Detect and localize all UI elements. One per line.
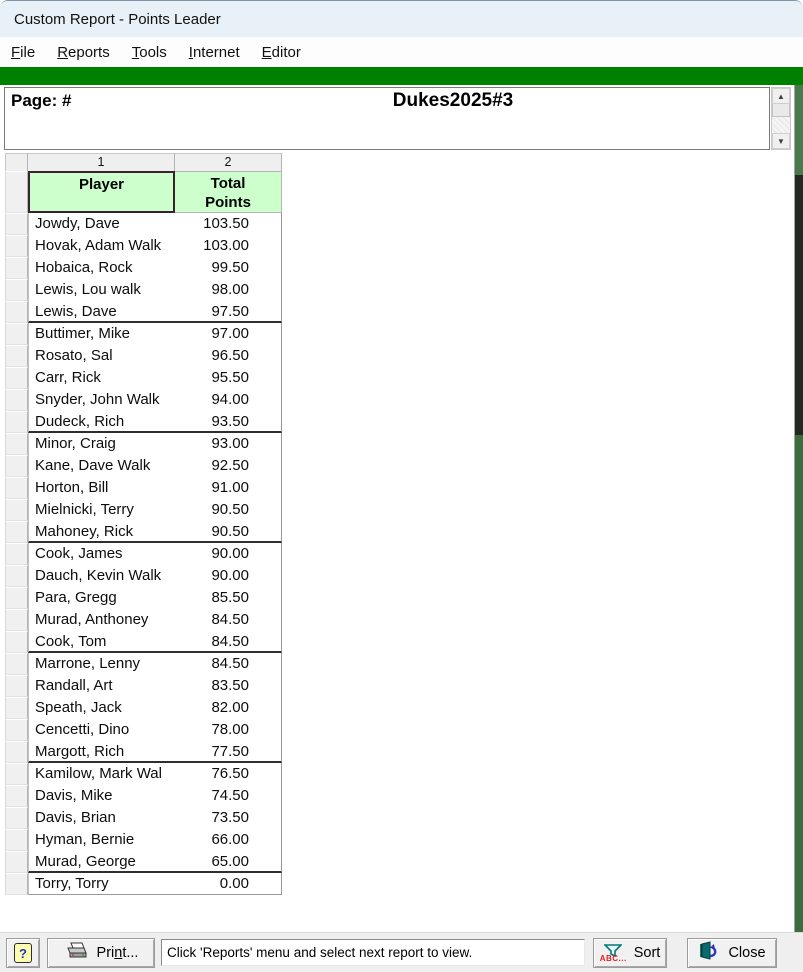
points-cell[interactable]: 90.00 — [175, 543, 282, 565]
player-cell[interactable]: Kamilow, Mark Wal — [28, 763, 175, 785]
table-row — [5, 609, 283, 631]
table-row — [5, 301, 283, 323]
player-cell[interactable]: Buttimer, Mike — [28, 323, 175, 345]
grid-rows — [5, 213, 283, 895]
player-cell[interactable]: Murad, George — [28, 851, 175, 873]
player-cell[interactable]: Lewis, Lou walk — [28, 279, 175, 301]
menu-item-file[interactable]: File — [11, 43, 36, 61]
sort-button[interactable] — [593, 938, 667, 968]
scroll-up-icon[interactable]: ▲ — [772, 88, 790, 104]
player-column-header[interactable]: Player — [28, 171, 175, 213]
row-header[interactable] — [5, 587, 28, 609]
row-header[interactable] — [5, 873, 28, 895]
scroll-down-icon[interactable]: ▼ — [772, 133, 790, 149]
sort-abc-text: ABC... — [599, 953, 627, 963]
table-row — [5, 455, 283, 477]
table-row — [5, 323, 283, 345]
sort-button-label: Sort — [633, 945, 661, 961]
table-row — [5, 587, 283, 609]
player-cell[interactable]: Margott, Rich — [28, 741, 175, 763]
row-header[interactable] — [5, 433, 28, 455]
player-cell[interactable]: Mielnicki, Terry — [28, 499, 175, 521]
points-column-header[interactable] — [175, 171, 282, 213]
table-row — [5, 697, 283, 719]
table-row — [5, 829, 283, 851]
table-row — [5, 235, 283, 257]
player-cell[interactable]: Cook, James — [28, 543, 175, 565]
menu-item-internet[interactable]: Internet — [188, 43, 240, 61]
row-header[interactable] — [5, 851, 28, 873]
close-button[interactable] — [687, 938, 777, 968]
player-cell[interactable]: Snyder, John Walk — [28, 389, 175, 411]
points-cell[interactable]: 99.50 — [175, 257, 282, 279]
row-header[interactable] — [5, 785, 28, 807]
player-cell[interactable]: Davis, Mike — [28, 785, 175, 807]
menu-item-editor[interactable]: Editor — [261, 43, 301, 61]
points-cell[interactable]: 97.50 — [175, 301, 282, 323]
points-cell[interactable]: 103.50 — [175, 213, 282, 235]
print-button[interactable] — [47, 938, 155, 968]
points-cell[interactable]: 93.00 — [175, 433, 282, 455]
row-header[interactable] — [5, 829, 28, 851]
points-cell[interactable]: 74.50 — [175, 785, 282, 807]
points-header-line1: Total — [210, 175, 246, 192]
right-edge-strip — [794, 85, 803, 933]
report-area — [0, 85, 803, 933]
points-header-line2: Points — [205, 194, 251, 211]
row-header[interactable] — [5, 609, 28, 631]
row-header[interactable] — [5, 719, 28, 741]
points-cell[interactable]: 82.00 — [175, 697, 282, 719]
points-cell[interactable]: 76.50 — [175, 763, 282, 785]
row-header[interactable] — [5, 763, 28, 785]
player-cell[interactable]: Randall, Art — [28, 675, 175, 697]
table-row — [5, 741, 283, 763]
help-icon: ? — [14, 943, 32, 963]
title-bar[interactable] — [0, 1, 803, 37]
points-cell[interactable]: 66.00 — [175, 829, 282, 851]
table-row — [5, 785, 283, 807]
player-cell[interactable]: Carr, Rick — [28, 367, 175, 389]
row-header[interactable] — [5, 301, 28, 323]
print-button-label: Print... — [96, 945, 139, 961]
points-cell[interactable]: 98.00 — [175, 279, 282, 301]
menu-item-reports[interactable]: Reports — [57, 43, 110, 61]
row-header[interactable] — [5, 235, 28, 257]
scrollbar-track[interactable] — [772, 117, 790, 133]
points-cell[interactable]: 84.50 — [175, 631, 282, 653]
table-row — [5, 631, 283, 653]
status-message-box — [161, 939, 585, 966]
player-cell[interactable]: Dudeck, Rich — [28, 411, 175, 433]
row-header[interactable] — [5, 565, 28, 587]
points-cell[interactable]: 84.50 — [175, 653, 282, 675]
player-cell[interactable]: Para, Gregg — [28, 587, 175, 609]
row-header[interactable] — [5, 521, 28, 543]
table-row — [5, 807, 283, 829]
table-row — [5, 675, 283, 697]
column-number-row — [5, 153, 283, 171]
report-title: Dukes2025#3 — [392, 90, 514, 111]
points-cell[interactable]: 78.00 — [175, 719, 282, 741]
row-header[interactable] — [5, 367, 28, 389]
window-title: Custom Report - Points Leader — [14, 10, 221, 28]
points-cell[interactable]: 95.50 — [175, 367, 282, 389]
row-header[interactable] — [5, 653, 28, 675]
row-header[interactable] — [5, 807, 28, 829]
table-row — [5, 719, 283, 741]
exit-door-icon — [698, 941, 720, 965]
player-cell[interactable]: Marrone, Lenny — [28, 653, 175, 675]
player-cell[interactable]: Minor, Craig — [28, 433, 175, 455]
table-row — [5, 477, 283, 499]
player-cell[interactable]: Kane, Dave Walk — [28, 455, 175, 477]
row-header[interactable] — [5, 279, 28, 301]
player-cell[interactable]: Murad, Anthoney — [28, 609, 175, 631]
grid-corner-cell[interactable] — [5, 153, 28, 172]
table-row — [5, 433, 283, 455]
status-message: Click 'Reports' menu and select next report to view. — [167, 945, 473, 960]
table-row — [5, 521, 283, 543]
status-bar — [0, 932, 803, 972]
points-cell[interactable]: 90.50 — [175, 499, 282, 521]
report-header-panel — [4, 87, 770, 150]
green-band — [0, 67, 803, 85]
player-cell[interactable]: Mahoney, Rick — [28, 521, 175, 543]
points-cell[interactable]: 91.00 — [175, 477, 282, 499]
table-row — [5, 345, 283, 367]
page-number-label: Page: # — [11, 91, 72, 110]
row-header[interactable] — [5, 631, 28, 653]
player-cell[interactable]: Horton, Bill — [28, 477, 175, 499]
player-cell[interactable]: Cencetti, Dino — [28, 719, 175, 741]
points-cell[interactable]: 103.00 — [175, 235, 282, 257]
table-row — [5, 565, 283, 587]
player-cell[interactable]: Lewis, Dave — [28, 301, 175, 323]
row-header[interactable] — [5, 741, 28, 763]
close-button-label: Close — [728, 945, 766, 961]
player-cell[interactable]: Hyman, Bernie — [28, 829, 175, 851]
points-cell[interactable]: 83.50 — [175, 675, 282, 697]
row-header[interactable] — [5, 213, 28, 235]
points-cell[interactable]: 73.50 — [175, 807, 282, 829]
points-cell[interactable]: 85.50 — [175, 587, 282, 609]
points-cell[interactable]: 84.50 — [175, 609, 282, 631]
row-header[interactable] — [5, 323, 28, 345]
printer-icon — [64, 942, 88, 965]
table-row — [5, 411, 283, 433]
table-row — [5, 851, 283, 873]
player-cell[interactable]: Hobaica, Rock — [28, 257, 175, 279]
points-cell[interactable]: 65.00 — [175, 851, 282, 873]
grid-header-row — [5, 171, 283, 213]
points-cell[interactable]: 0.00 — [175, 873, 282, 895]
table-row — [5, 257, 283, 279]
row-header[interactable] — [5, 455, 28, 477]
table-row — [5, 389, 283, 411]
player-cell[interactable]: Dauch, Kevin Walk — [28, 565, 175, 587]
menu-bar — [0, 37, 803, 67]
row-header[interactable] — [5, 675, 28, 697]
row-header[interactable] — [5, 257, 28, 279]
player-cell[interactable]: Rosato, Sal — [28, 345, 175, 367]
report-grid — [5, 153, 283, 895]
row-header[interactable] — [5, 697, 28, 719]
player-cell[interactable]: Hovak, Adam Walk — [28, 235, 175, 257]
points-cell[interactable]: 94.00 — [175, 389, 282, 411]
help-button[interactable] — [6, 938, 40, 968]
player-cell[interactable]: Cook, Tom — [28, 631, 175, 653]
row-header[interactable] — [5, 171, 28, 213]
scrollbar-thumb[interactable] — [772, 104, 790, 117]
points-cell[interactable]: 90.00 — [175, 565, 282, 587]
table-row — [5, 213, 283, 235]
table-row — [5, 873, 283, 895]
points-cell[interactable]: 92.50 — [175, 455, 282, 477]
table-row — [5, 367, 283, 389]
sort-funnel-icon — [600, 944, 627, 963]
row-header[interactable] — [5, 389, 28, 411]
points-cell[interactable]: 90.50 — [175, 521, 282, 543]
player-cell[interactable]: Speath, Jack — [28, 697, 175, 719]
table-row — [5, 543, 283, 565]
player-cell[interactable]: Jowdy, Dave — [28, 213, 175, 235]
row-header[interactable] — [5, 543, 28, 565]
column-number-2[interactable]: 2 — [175, 153, 282, 172]
table-row — [5, 653, 283, 675]
points-cell[interactable]: 96.50 — [175, 345, 282, 367]
points-cell[interactable]: 93.50 — [175, 411, 282, 433]
points-cell[interactable]: 97.00 — [175, 323, 282, 345]
table-row — [5, 279, 283, 301]
row-header[interactable] — [5, 499, 28, 521]
table-row — [5, 499, 283, 521]
row-header[interactable] — [5, 411, 28, 433]
column-number-1[interactable]: 1 — [28, 153, 175, 172]
points-cell[interactable]: 77.50 — [175, 741, 282, 763]
menu-item-tools[interactable]: Tools — [131, 43, 167, 61]
player-cell[interactable]: Torry, Torry — [28, 873, 175, 895]
table-row — [5, 763, 283, 785]
header-scrollbar[interactable] — [771, 87, 791, 150]
player-cell[interactable]: Davis, Brian — [28, 807, 175, 829]
row-header[interactable] — [5, 345, 28, 367]
row-header[interactable] — [5, 477, 28, 499]
